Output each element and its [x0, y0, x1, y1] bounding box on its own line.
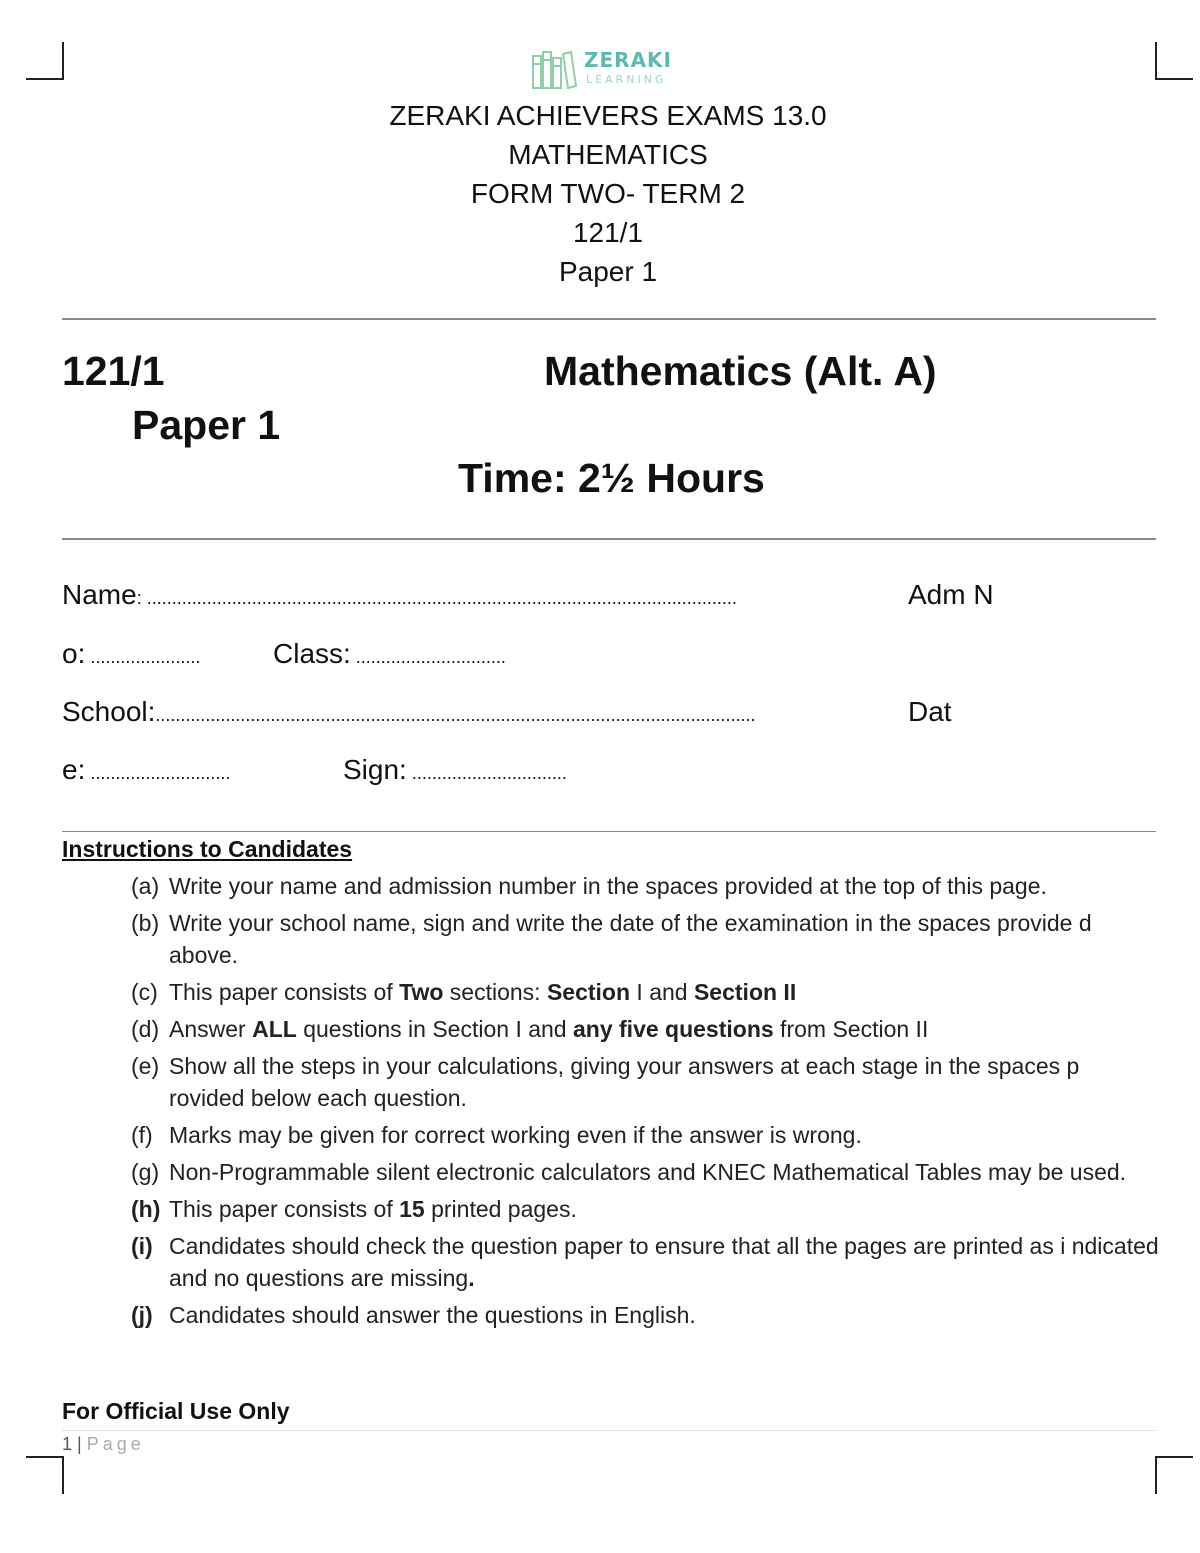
instruction-item [131, 976, 1161, 1008]
bold-run: . [468, 1265, 475, 1291]
instruction-marker: (b) [131, 910, 160, 936]
class-field[interactable] [273, 638, 506, 670]
text-run: printed pages. [424, 1196, 577, 1222]
school-dots: ........................................................................................................................ [155, 705, 756, 725]
instructions-list [131, 870, 1161, 1336]
text-run: This paper consists of [169, 979, 400, 1005]
instruction-marker: (g) [131, 1159, 160, 1185]
sign-field[interactable] [343, 754, 567, 786]
paper-time: Time: 2½ Hours [458, 455, 765, 501]
text-run: This paper consists of [169, 1196, 400, 1222]
instruction-item [131, 870, 1161, 902]
paper-code: 121/1 [62, 348, 165, 394]
text-run: Answer [169, 1016, 253, 1042]
crop-mark-bottom-right [1155, 1456, 1193, 1494]
adm-label-cont: o: [62, 638, 86, 669]
instruction-item [131, 1193, 1161, 1225]
instruction-marker: (i) [131, 1233, 153, 1259]
instruction-marker: (c) [131, 979, 158, 1005]
school-label: School: [62, 696, 156, 727]
instruction-marker: (a) [131, 873, 160, 899]
divider [62, 538, 1156, 540]
adm-field[interactable] [62, 638, 200, 670]
school-field[interactable] [62, 696, 756, 728]
instruction-item [131, 1299, 1161, 1331]
date-label: Dat [908, 696, 952, 727]
divider [62, 831, 1156, 832]
instruction-text: Marks may be given for correct working even if the answer is wrong. [169, 1122, 862, 1148]
instruction-marker: (j) [131, 1302, 153, 1328]
text-run: I and [630, 979, 694, 1005]
text-run: from Section II [773, 1016, 929, 1042]
instruction-item [131, 907, 1161, 971]
instruction-text: Write your school name, sign and write the date of the examination in the spaces provide d above. [169, 910, 1092, 968]
bold-run: any five questions [573, 1016, 774, 1042]
exam-form-term: FORM TWO- TERM 2 [470, 178, 746, 209]
crop-mark-bottom-left [26, 1456, 64, 1494]
paper-subject: Mathematics (Alt. A) [544, 348, 937, 394]
instruction-text [169, 1013, 1161, 1045]
text-run: questions in Section I and [296, 1016, 573, 1042]
instruction-marker: (h) [131, 1196, 161, 1222]
bold-run: Section II [693, 979, 797, 1005]
instructions-title: Instructions to Candidates [62, 836, 353, 862]
instruction-text: Write your name and admission number in the spaces provided at the top of this page. [169, 873, 1047, 899]
page-number-value: 1 | [62, 1434, 87, 1454]
name-dots: : ...................................................................................................................... [136, 588, 737, 608]
date-field[interactable] [62, 754, 230, 786]
instruction-item [131, 1050, 1161, 1114]
official-use-heading: For Official Use Only [62, 1398, 290, 1424]
text-run: sections: [443, 979, 547, 1005]
crop-mark-top-right [1155, 42, 1193, 80]
text-run: Candidates should check the question paper to ensure that all the pages are printed as i ndicated and no questions are missing [169, 1233, 1159, 1291]
bold-run: 15 [399, 1196, 425, 1222]
divider [62, 318, 1156, 320]
page-number [62, 1434, 145, 1455]
page-word: Page [86, 1434, 145, 1454]
exam-code: 121/1 [572, 217, 644, 248]
crop-mark-top-left [26, 42, 64, 80]
logo-brand: ZERAKI [584, 48, 672, 72]
bold-run: Two [399, 979, 444, 1005]
sign-label: Sign: [343, 754, 407, 785]
date-label-cont: e: [62, 754, 86, 785]
zeraki-logo [530, 46, 700, 92]
instruction-marker: (e) [131, 1053, 160, 1079]
logo-subtitle: LEARNING [586, 73, 667, 86]
books-icon [530, 46, 578, 90]
paper-number: Paper 1 [132, 402, 281, 448]
instruction-item [131, 1230, 1161, 1294]
instruction-marker: (f) [131, 1122, 153, 1148]
class-label: Class: [273, 638, 351, 669]
name-label: Name [62, 579, 137, 610]
bold-run: Section [546, 979, 631, 1005]
instruction-text [169, 1193, 1161, 1225]
exam-subject: MATHEMATICS [508, 139, 708, 170]
sign-dots: ............................... [406, 763, 567, 783]
instruction-text: Non-Programmable silent electronic calculators and KNEC Mathematical Tables may be used. [169, 1159, 1127, 1185]
instruction-text [169, 1230, 1161, 1294]
instruction-item [131, 1156, 1161, 1188]
exam-title: ZERAKI ACHIEVERS EXAMS 13.0 [389, 100, 827, 131]
adm-label: Adm N [908, 579, 994, 610]
instruction-item [131, 1119, 1161, 1151]
date-dots: ............................ [85, 763, 231, 783]
adm-dots: ...................... [85, 647, 201, 667]
instruction-marker: (d) [131, 1016, 160, 1042]
exam-header [0, 96, 1200, 291]
exam-paper: Paper 1 [558, 256, 658, 287]
class-dots: .............................. [350, 647, 506, 667]
instruction-text: Show all the steps in your calculations, giving your answers at each stage in the spaces p rovided below each question. [169, 1053, 1080, 1111]
instruction-text: Candidates should answer the questions in English. [169, 1302, 696, 1328]
footer-divider [62, 1430, 1156, 1431]
instruction-text [169, 976, 1161, 1008]
name-field[interactable] [62, 579, 737, 611]
instruction-item [131, 1013, 1161, 1045]
bold-run: ALL [252, 1016, 297, 1042]
